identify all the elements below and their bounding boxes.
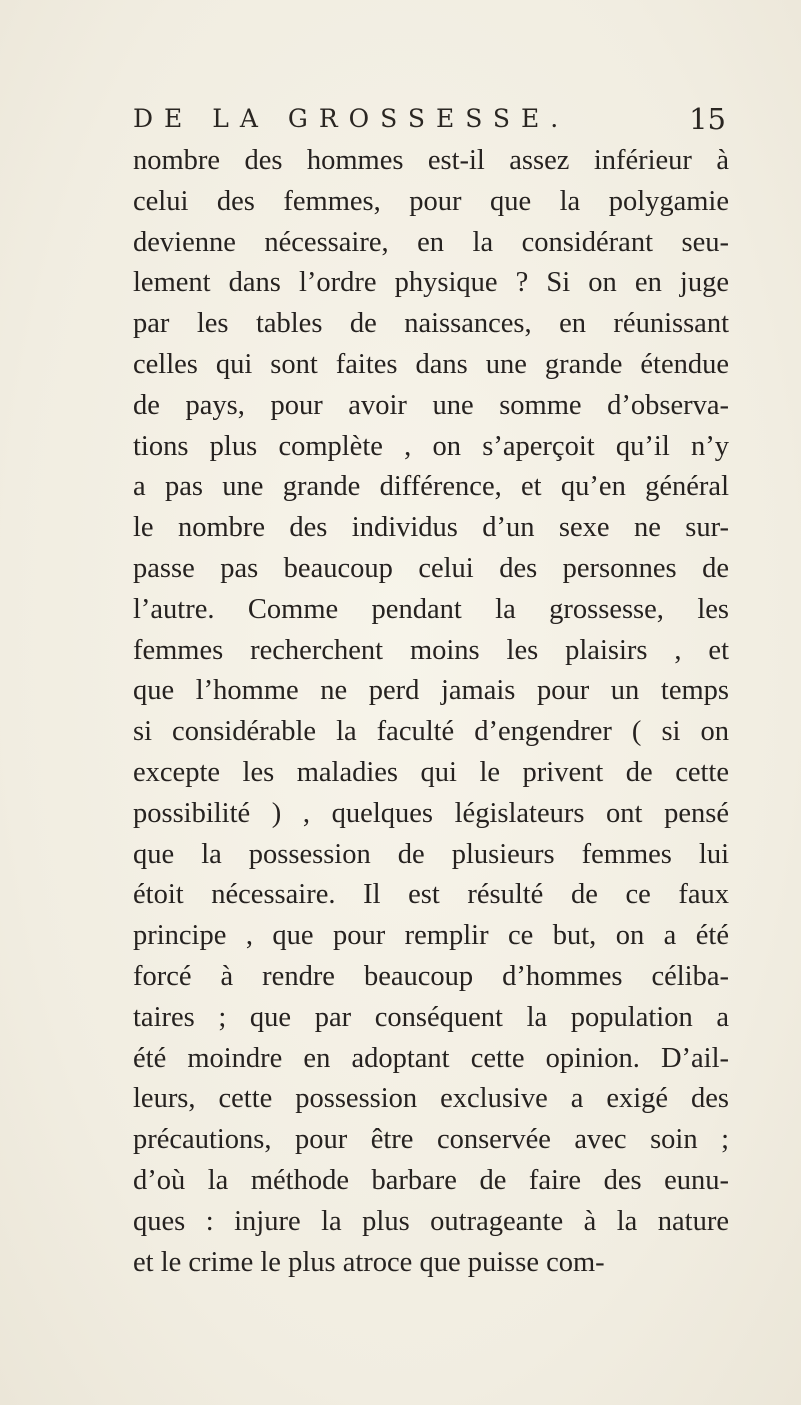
- text-line: tions plus complète , on s’aperçoit qu’il n’y: [133, 430, 729, 462]
- text-line: précautions, pour être conservée avec soin ;: [133, 1124, 729, 1156]
- text-line: que l’homme ne perd jamais pour un temps: [133, 675, 729, 707]
- text-line: nombre des hommes est-il assez inférieur à: [133, 145, 729, 176]
- text-line: étoit nécessaire. Il est résulté de ce faux: [133, 879, 729, 911]
- text-line: le nombre des individus d’un sexe ne sur-: [133, 512, 729, 544]
- page-header: [133, 104, 726, 144]
- text-line: été moindre en adoptant cette opinion. D’ail-: [133, 1042, 729, 1074]
- text-line: taires ; que par conséquent la population a: [133, 1001, 729, 1033]
- text-line: principe , que pour remplir ce but, on a été: [133, 920, 729, 952]
- body-text: [133, 141, 729, 1283]
- text-line: excepte les maladies qui le privent de cette: [133, 756, 729, 788]
- text-line: leurs, cette possession exclusive a exigé des: [133, 1083, 729, 1115]
- text-line: de pays, pour avoir une somme d’observa-: [133, 389, 729, 421]
- text-line: si considérable la faculté d’engendrer ( si on: [133, 716, 729, 748]
- text-line: a pas une grande différence, et qu’en général: [133, 471, 729, 503]
- text-line: celles qui sont faites dans une grande étendue: [133, 348, 729, 380]
- text-line: celui des femmes, pour que la polygamie: [133, 185, 729, 217]
- text-line: forcé à rendre beaucoup d’hommes céliba-: [133, 960, 729, 992]
- text-line: que la possession de plusieurs femmes lui: [133, 838, 729, 870]
- text-line: possibilité ) , quelques législateurs ont pensé: [133, 797, 729, 829]
- page-number: 15: [689, 102, 726, 136]
- text-line: ques : injure la plus outrageante à la nature: [133, 1205, 729, 1237]
- running-title: DE LA GROSSESSE.: [133, 104, 570, 133]
- text-line: par les tables de naissances, en réunissant: [133, 308, 729, 340]
- text-line: femmes recherchent moins les plaisirs , et: [133, 634, 729, 666]
- text-line: passe pas beaucoup celui des personnes de: [133, 552, 729, 584]
- text-line: l’autre. Comme pendant la grossesse, les: [133, 593, 729, 625]
- text-line: devienne nécessaire, en la considérant seu-: [133, 226, 729, 258]
- text-line: lement dans l’ordre physique ? Si on en juge: [133, 267, 729, 299]
- text-line: d’où la méthode barbare de faire des eunu-: [133, 1164, 729, 1196]
- text-line: et le crime le plus atroce que puisse com-: [133, 1246, 605, 1278]
